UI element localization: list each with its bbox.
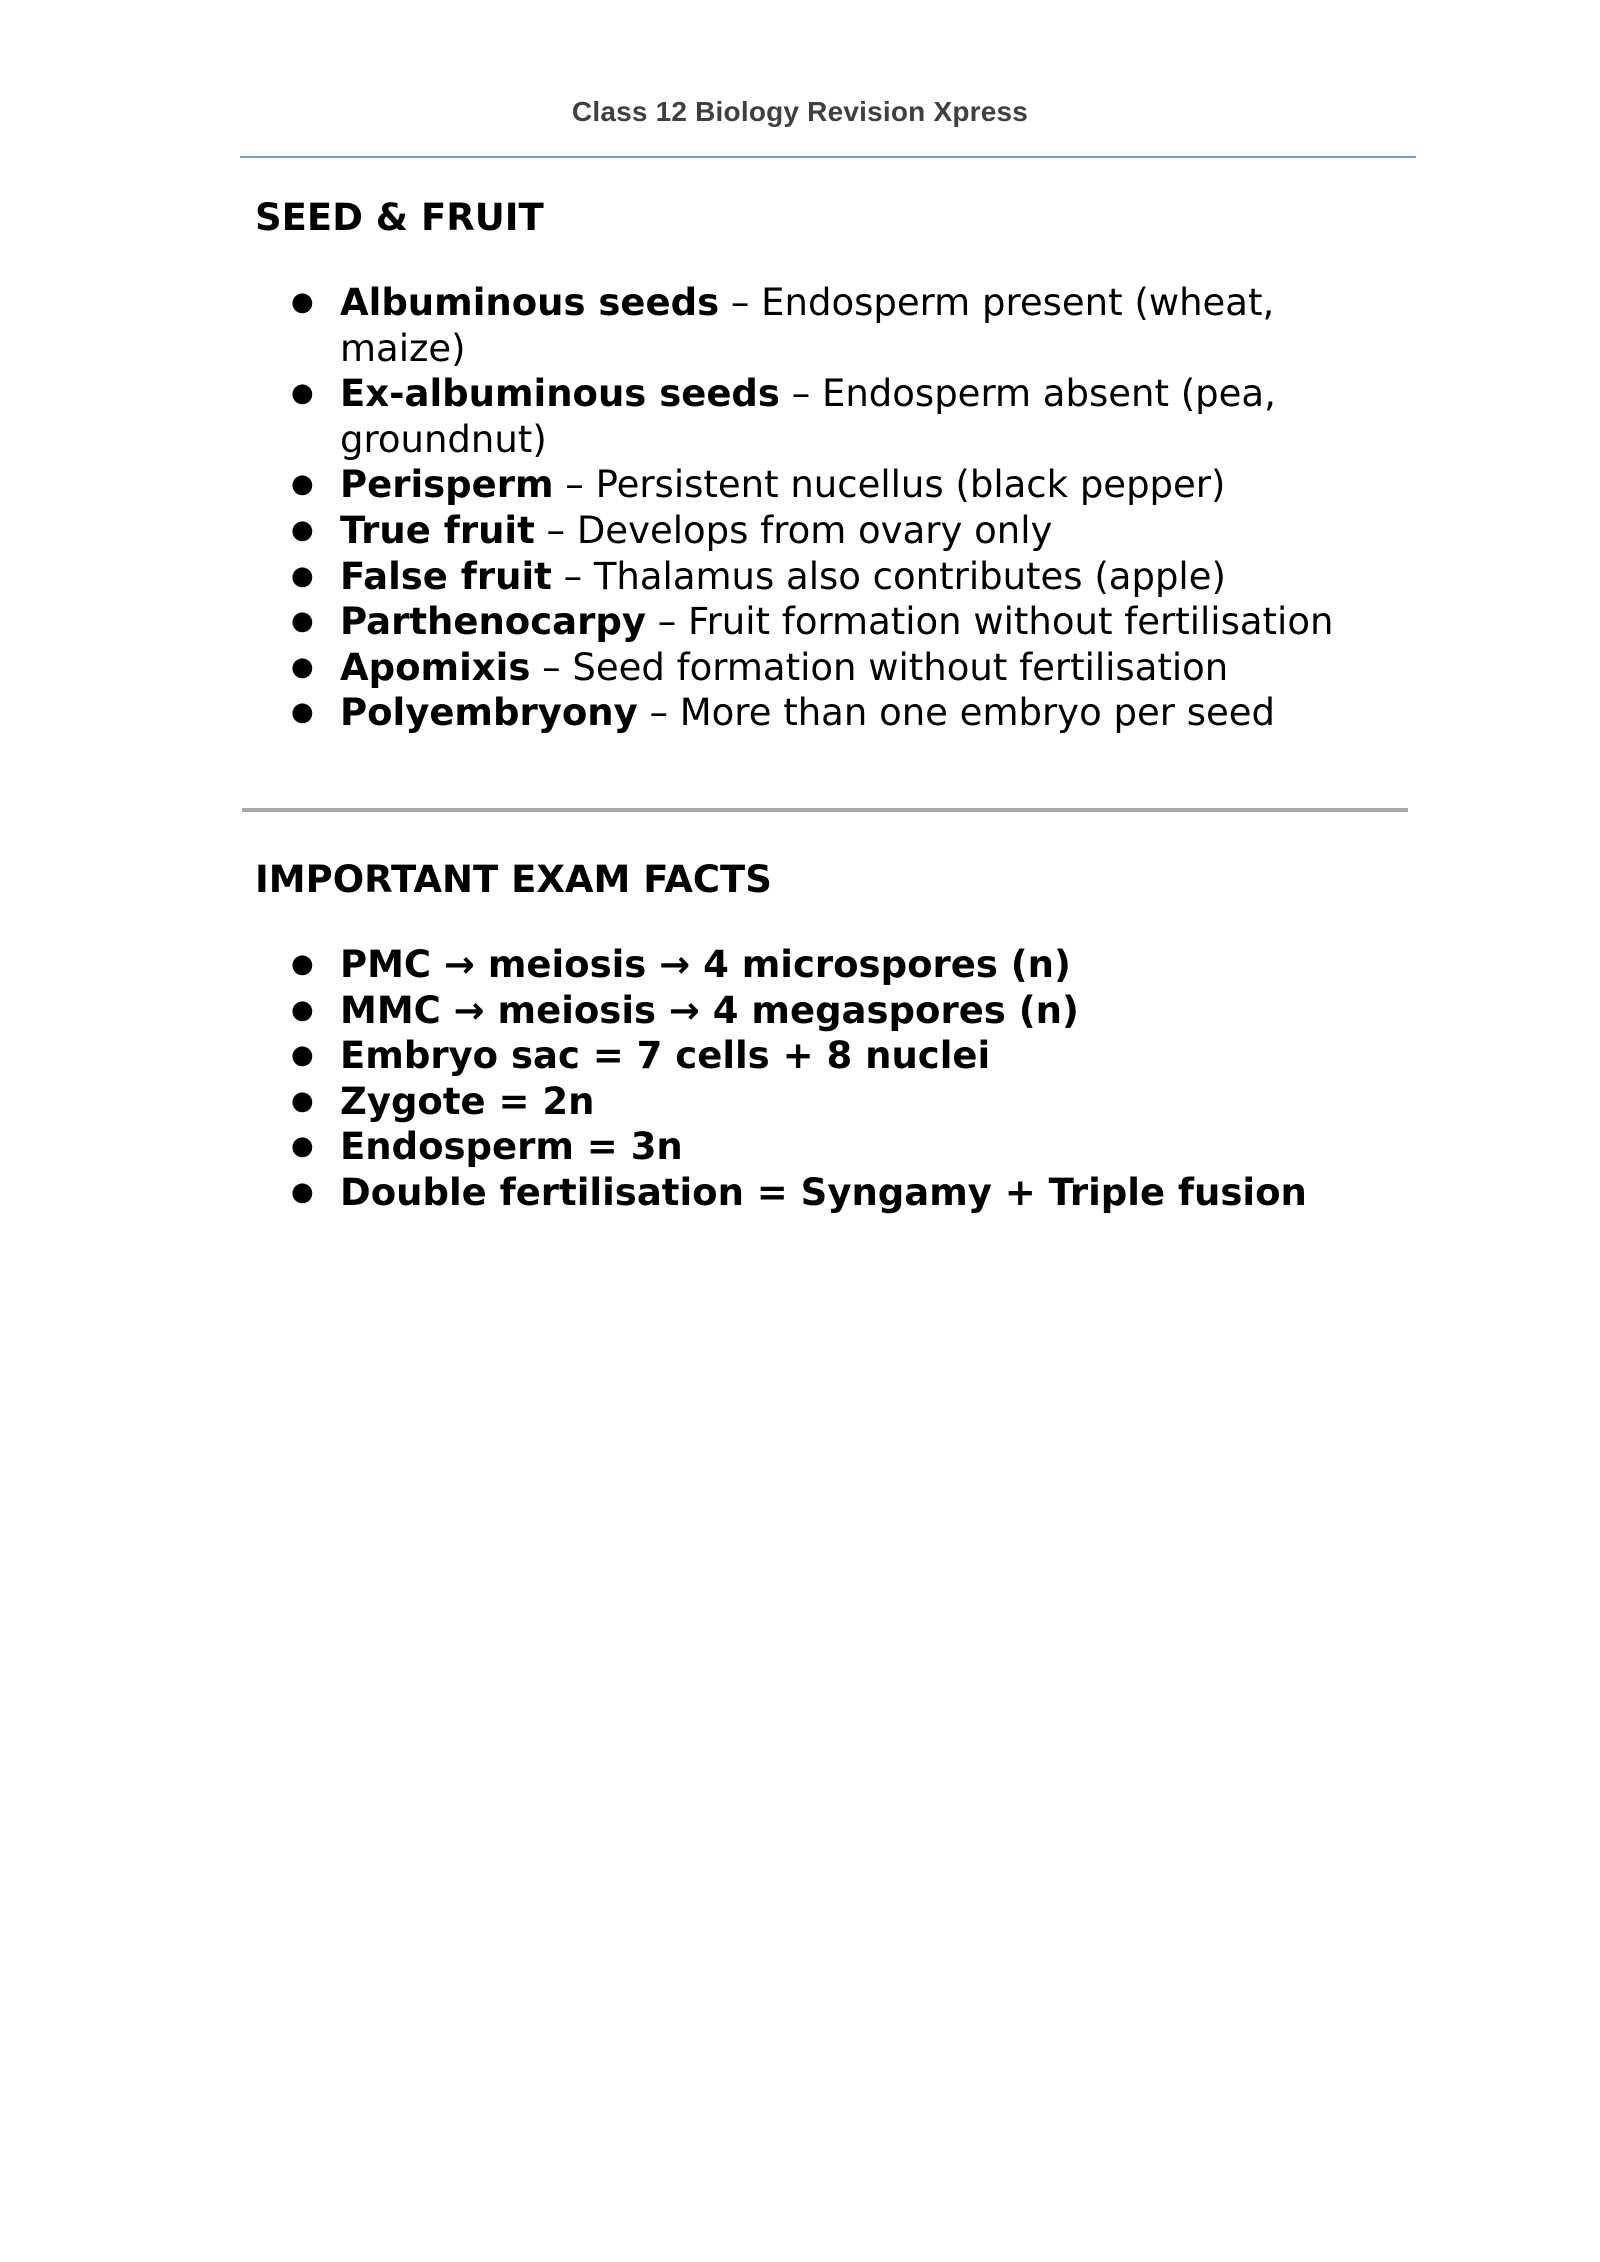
list-item — [285, 1170, 1405, 1216]
term: Albuminous seeds — [340, 281, 720, 324]
definition: – More than one embryo per seed — [637, 691, 1275, 735]
section-divider — [242, 808, 1408, 812]
exam-facts-list — [285, 942, 1405, 1216]
fact-text: MMC → meiosis → 4 megaspores (n) — [340, 988, 1079, 1032]
definition: – Develops from ovary only — [534, 508, 1053, 552]
header-rule — [240, 156, 1416, 158]
bullet-icon: ● — [291, 469, 314, 500]
term: False fruit — [340, 554, 552, 598]
term: Ex-albuminous seeds — [340, 372, 780, 416]
bullet-icon: ● — [291, 1040, 314, 1071]
bullet-icon: ● — [291, 514, 314, 545]
bullet-icon: ● — [291, 1085, 314, 1116]
term: Parthenocarpy — [340, 600, 646, 644]
bullet-icon: ● — [291, 1176, 314, 1207]
list-item — [285, 462, 1405, 508]
bullet-icon: ● — [291, 287, 314, 317]
list-item — [285, 690, 1405, 736]
fact-text: PMC → meiosis → 4 microspores (n) — [340, 943, 1071, 986]
term: Perisperm — [340, 463, 554, 507]
term: Polyembryony — [340, 691, 638, 735]
bullet-icon: ● — [291, 697, 314, 728]
fact-text: Embryo sac = 7 cells + 8 nuclei — [340, 1034, 991, 1078]
bullet-icon: ● — [291, 560, 314, 591]
bullet-icon: ● — [291, 1131, 314, 1162]
section-title-seed-fruit: SEED & FRUIT — [255, 196, 544, 239]
term: True fruit — [340, 508, 535, 552]
bullet-icon: ● — [291, 949, 314, 979]
list-item — [285, 645, 1405, 691]
list-item — [285, 942, 1405, 988]
list-item — [285, 1079, 1405, 1125]
list-item — [285, 508, 1405, 554]
definition: – Fruit formation without fertilisation — [645, 600, 1334, 644]
bullet-icon: ● — [291, 651, 314, 682]
list-item — [285, 554, 1405, 600]
list-item — [285, 988, 1405, 1034]
list-item — [285, 1124, 1405, 1170]
list-item — [285, 599, 1405, 645]
bullet-icon: ● — [291, 994, 314, 1025]
list-item — [285, 371, 1405, 462]
definition: – Endosperm absent (pea, groundnut) — [340, 372, 1276, 461]
seed-fruit-list — [285, 280, 1405, 736]
definition: – Seed formation without fertilisation — [530, 645, 1229, 689]
definition: – Persistent nucellus (black pepper) — [553, 463, 1226, 507]
term: Apomixis — [340, 645, 531, 689]
bullet-icon: ● — [291, 606, 314, 637]
page-header-title: Class 12 Biology Revision Xpress — [571, 96, 1029, 127]
fact-text: Double fertilisation = Syngamy + Triple fusion — [340, 1170, 1307, 1214]
list-item — [285, 1033, 1405, 1079]
bullet-icon: ● — [291, 378, 314, 409]
fact-text: Endosperm = 3n — [340, 1125, 683, 1169]
definition: – Endosperm present (wheat, maize) — [340, 281, 1275, 370]
fact-text: Zygote = 2n — [340, 1079, 595, 1123]
section-title-exam-facts: IMPORTANT EXAM FACTS — [255, 858, 772, 901]
definition: – Thalamus also contributes (apple) — [551, 554, 1226, 598]
list-item — [285, 280, 1405, 371]
